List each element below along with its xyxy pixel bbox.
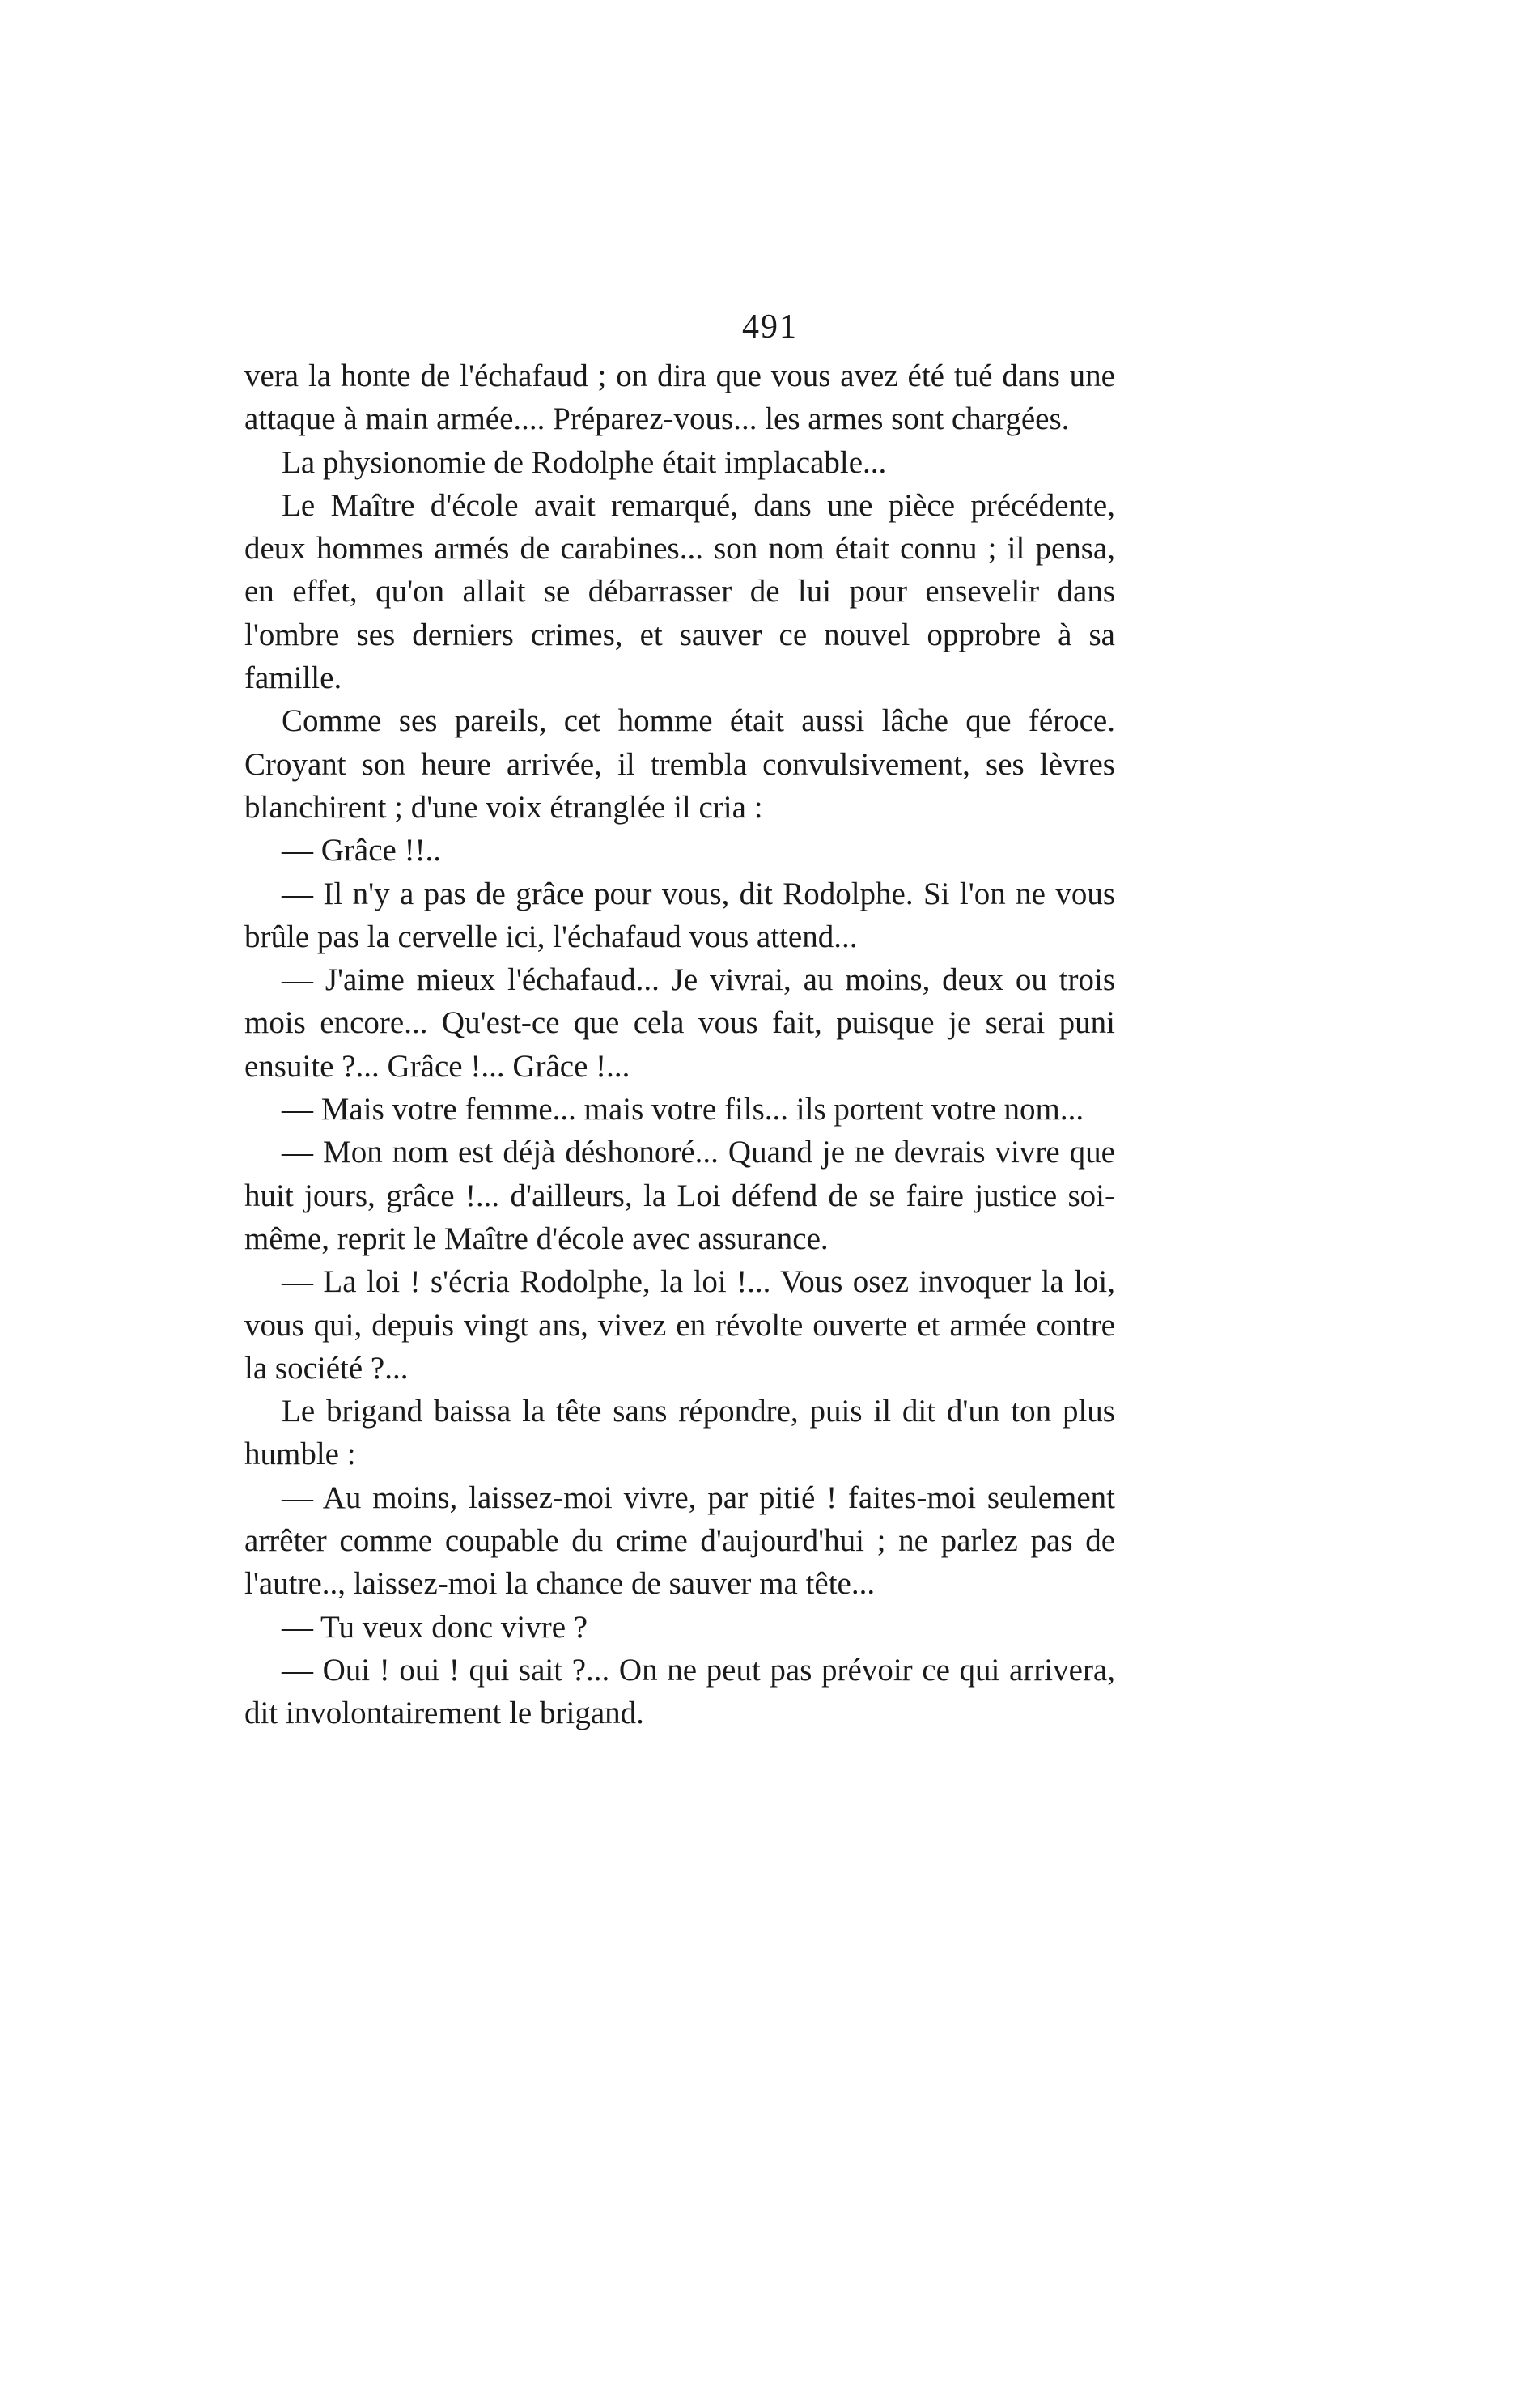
dialogue-line: — J'aime mieux l'échafaud... Je vivrai, au moins, deux ou trois mois encore... Qu'est-ce que cela vous fait, puisque je serai puni ensuite ?... Grâce !... Grâce !... [244,962,1115,1084]
dialogue-line: — La loi ! s'écria Rodolphe, la loi !... Vous osez invoquer la loi, vous qui, depuis vingt ans, vivez en révolte ouverte et armée contre la société ?... [244,1264,1115,1386]
page-body [244,355,1115,1735]
dialogue-line: — Mais votre femme... mais votre fils... ils portent votre nom... [282,1092,1084,1127]
dialogue-line: — Au moins, laissez-moi vivre, par pitié ! faites-moi seulement arrêter comme coupable du crime d'aujourd'hui ; ne parlez pas de l'autre.., laissez-moi la chance de sauver ma tête... [244,1480,1115,1602]
dialogue-line: — Il n'y a pas de grâce pour vous, dit Rodolphe. Si l'on ne vous brûle pas la cervelle ici, l'échafaud vous attend... [244,876,1115,954]
paragraph: vera la honte de l'échafaud ; on dira que vous avez été tué dans une attaque à main armée.... Préparez-vous... les armes sont chargées. [244,359,1115,437]
dialogue-line: — Tu veux donc vivre ? [282,1609,588,1645]
paragraph: Le brigand baissa la tête sans répondre, puis il dit d'un ton plus humble : [244,1394,1115,1472]
page-number: 491 [742,308,798,346]
paragraph: Comme ses pareils, cet homme était aussi lâche que féroce. Croyant son heure arrivée, il trembla convulsivement, ses lèvres blanchirent ; d'une voix étranglée il cria : [244,703,1115,825]
dialogue-line: — Oui ! oui ! qui sait ?... On ne peut pas prévoir ce qui arrivera, dit involontairement le brigand. [244,1652,1115,1731]
dialogue-line: — Mon nom est déjà déshonoré... Quand je ne devrais vivre que huit jours, grâce !... d'ailleurs, la Loi défend de se faire justice soi-même, reprit le Maître d'école avec assurance. [244,1135,1115,1256]
paragraph: Le Maître d'école avait remarqué, dans une pièce précédente, deux hommes armés de carabines... son nom était connu ; il pensa, en effet, qu'on allait se débarrasser de lui pour ensevelir dans l'ombre ses derniers crimes, et sauver ce nouvel opprobre à sa famille. [244,487,1115,696]
paragraph: La physionomie de Rodolphe était implacable... [282,444,887,480]
dialogue-line: — Grâce !!.. [282,833,442,868]
